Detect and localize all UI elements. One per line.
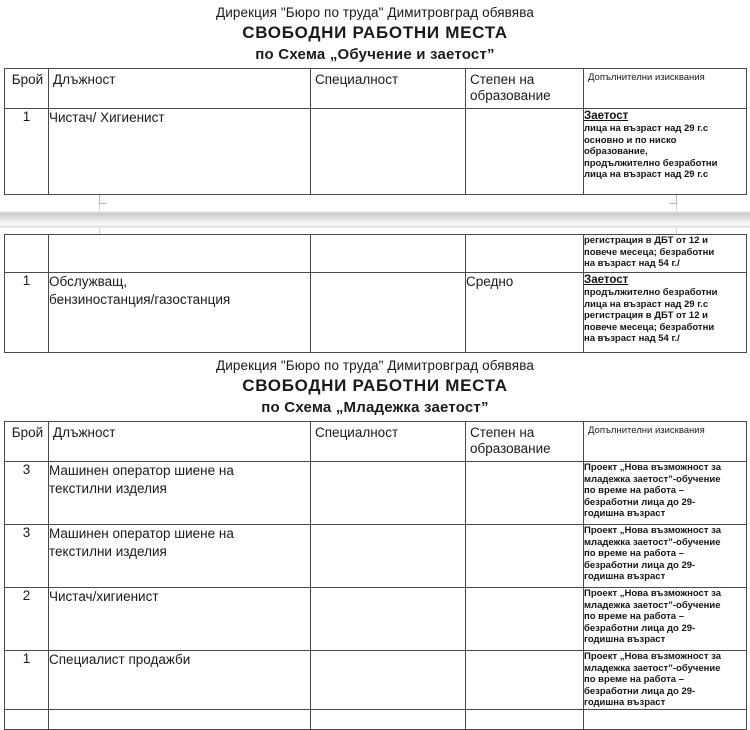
- vacancy-table-continued: [4, 234, 747, 353]
- column-header-education-line2: образование: [470, 88, 551, 103]
- cell-position: [49, 651, 311, 710]
- cell-count: 1: [5, 109, 49, 195]
- table-row: [5, 525, 747, 588]
- extra-requirements-line: по време на работа –: [584, 548, 684, 560]
- document-title: СВОБОДНИ РАБОТНИ МЕСТА: [242, 23, 508, 42]
- column-header-education: [466, 69, 584, 109]
- extra-requirements-line: годишна възраст: [584, 508, 666, 520]
- cell-education: [466, 651, 584, 710]
- column-header-count-label: Брой: [11, 425, 44, 440]
- extra-requirements-line: повече месеца; безработни: [584, 246, 715, 258]
- column-header-position-label: Длъжност: [53, 72, 116, 87]
- cell-education: [466, 709, 584, 729]
- issuer-line: Дирекция "Бюро по труда" Димитровград обявява: [216, 358, 534, 373]
- column-header-count: [5, 422, 49, 462]
- extra-requirements-line: безработни лица до 29-: [584, 496, 696, 508]
- cell-count: [5, 709, 49, 729]
- vacancy-table-mladezhka-zaetost: [4, 421, 747, 730]
- column-header-extra-label: Допълнителни изисквания: [588, 425, 705, 436]
- cell-education: [466, 109, 584, 195]
- column-header-extra-label: Допълнителни изисквания: [588, 72, 705, 83]
- cell-extra-requirements: [584, 651, 747, 710]
- cell-count: [5, 235, 49, 273]
- extra-requirements-line: на възраст над 54 г./: [584, 258, 680, 270]
- table-row: [5, 273, 747, 353]
- cell-position: [49, 273, 311, 353]
- table-header-row: [5, 69, 747, 109]
- extra-requirements-line: регистрация в ДБТ от 12 и: [584, 310, 708, 322]
- document-subtitle: по Схема „Младежка заетост”: [261, 399, 489, 416]
- cell-extra-requirements: [584, 235, 747, 273]
- cell-position: [49, 462, 311, 525]
- cell-extra-requirements: [584, 709, 747, 729]
- cell-education: [466, 462, 584, 525]
- column-header-count-label: Брой: [11, 72, 44, 87]
- cell-education: [466, 525, 584, 588]
- cell-position-line1: Машинен оператор шиене на: [49, 526, 234, 541]
- cell-specialty: [311, 109, 466, 195]
- vacancy-table-obuchenie-zaetost: [4, 68, 747, 195]
- document-heading-one: [0, 0, 750, 68]
- page-crop-marks-bottom: [0, 195, 750, 204]
- extra-requirements-line: годишна възраст: [584, 634, 666, 646]
- document-page-one: [0, 0, 750, 204]
- extra-requirements-line: повече месеца; безработни: [584, 321, 715, 333]
- cell-specialty: [311, 651, 466, 710]
- column-header-education-line1: Степен на: [470, 72, 535, 87]
- column-header-specialty: [311, 69, 466, 109]
- cell-count: 1: [5, 273, 49, 353]
- extra-requirements-line: по време на работа –: [584, 485, 684, 497]
- cell-position-line1: Обслужващ,: [49, 274, 128, 289]
- extra-requirements-line: безработни лица до 29-: [584, 559, 696, 571]
- cell-position-line2: текстилни изделия: [49, 544, 167, 559]
- document-heading-two: [0, 353, 750, 421]
- extra-requirements-line: Проект „Нова възможност за: [584, 525, 722, 536]
- cell-education: [466, 588, 584, 651]
- extra-requirements-title: Заетост: [584, 274, 629, 286]
- extra-requirements-line: лица на възраст над 29 г.с: [584, 298, 709, 310]
- cell-count: 2: [5, 588, 49, 651]
- extra-requirements-line: Проект „Нова възможност за: [584, 651, 722, 662]
- extra-requirements-line: безработни лица до 29-: [584, 685, 696, 697]
- issuer-line: Дирекция "Бюро по труда" Димитровград обявява: [216, 5, 534, 20]
- cell-specialty: [311, 273, 466, 353]
- cell-specialty: [311, 235, 466, 273]
- cell-extra-requirements: [584, 525, 747, 588]
- column-header-extra: [584, 69, 747, 109]
- cell-education: [466, 235, 584, 273]
- column-header-specialty: [311, 422, 466, 462]
- extra-requirements-line: образование,: [584, 146, 648, 158]
- cell-position-line1: Специалист продажби: [49, 652, 191, 667]
- document-page-three: [0, 353, 750, 730]
- table-row: [5, 651, 747, 710]
- cell-count: 3: [5, 462, 49, 525]
- table-row-continued: [5, 235, 747, 273]
- document-page-two: [0, 234, 750, 353]
- column-header-position: [49, 422, 311, 462]
- extra-requirements-line: Проект „Нова възможност за: [584, 462, 722, 473]
- column-header-extra: [584, 422, 747, 462]
- extra-requirements-line: основно и по ниско: [584, 134, 677, 146]
- table-row: [5, 462, 747, 525]
- extra-requirements-line: лица на възраст над 29 г.с: [584, 169, 709, 181]
- table-row-partial: [5, 709, 747, 729]
- cell-position-line2: текстилни изделия: [49, 481, 167, 496]
- extra-requirements-line: младежка заетост”-обучение: [584, 473, 721, 485]
- cell-position: Чистач/ Хигиенист: [49, 109, 311, 195]
- extra-requirements-line: безработни лица до 29-: [584, 622, 696, 634]
- cell-specialty: [311, 588, 466, 651]
- column-header-specialty-label: Специалност: [315, 425, 399, 440]
- cell-count: 3: [5, 525, 49, 588]
- column-header-position-label: Длъжност: [53, 425, 116, 440]
- extra-requirements-title: Заетост: [584, 110, 629, 122]
- cell-position-line1: Чистач/хигиенист: [49, 589, 159, 604]
- cell-extra-requirements: [584, 462, 747, 525]
- extra-requirements-line: младежка заетост”-обучение: [584, 536, 721, 548]
- extra-requirements-line: регистрация в ДБТ от 12 и: [584, 235, 708, 246]
- cell-position: [49, 588, 311, 651]
- column-header-education-line1: Степен на: [470, 425, 535, 440]
- extra-requirements-line: младежка заетост”-обучение: [584, 599, 721, 611]
- document-title: СВОБОДНИ РАБОТНИ МЕСТА: [242, 376, 508, 395]
- page-break-band: [0, 211, 750, 228]
- cell-education: Средно: [466, 273, 584, 353]
- cell-position: [49, 525, 311, 588]
- table-header-row: [5, 422, 747, 462]
- extra-requirements-line: годишна възраст: [584, 697, 666, 709]
- extra-requirements-line: Проект „Нова възможност за: [584, 588, 722, 599]
- document-subtitle: по Схема „Обучение и заетост”: [255, 46, 495, 63]
- column-header-specialty-label: Специалност: [315, 72, 399, 87]
- cell-position: [49, 235, 311, 273]
- column-header-position: [49, 69, 311, 109]
- extra-requirements-line: годишна възраст: [584, 571, 666, 583]
- column-header-education: [466, 422, 584, 462]
- extra-requirements-line: лица на възраст над 29 г.с: [584, 123, 709, 134]
- extra-requirements-line: на възраст над 54 г./: [584, 333, 680, 345]
- cell-extra-requirements: [584, 109, 747, 195]
- cell-position: [49, 709, 311, 729]
- cell-specialty: [311, 462, 466, 525]
- column-header-education-line2: образование: [470, 441, 551, 456]
- extra-requirements-line: по време на работа –: [584, 611, 684, 623]
- page-break-separator: [0, 204, 750, 234]
- extra-requirements-line: продължително безработни: [584, 287, 718, 298]
- column-header-count: [5, 69, 49, 109]
- table-row: [5, 109, 747, 195]
- extra-requirements-line: по време на работа –: [584, 674, 684, 686]
- cell-extra-requirements: [584, 273, 747, 353]
- cell-count: 1: [5, 651, 49, 710]
- extra-requirements-line: младежка заетост”-обучение: [584, 662, 721, 674]
- table-row: [5, 588, 747, 651]
- cell-position-line1: Машинен оператор шиене на: [49, 463, 234, 478]
- extra-requirements-line: продължително безработни: [584, 157, 718, 169]
- cell-specialty: [311, 525, 466, 588]
- cell-position-line2: бензиностанция/газостанция: [49, 292, 231, 307]
- cell-specialty: [311, 709, 466, 729]
- cell-extra-requirements: [584, 588, 747, 651]
